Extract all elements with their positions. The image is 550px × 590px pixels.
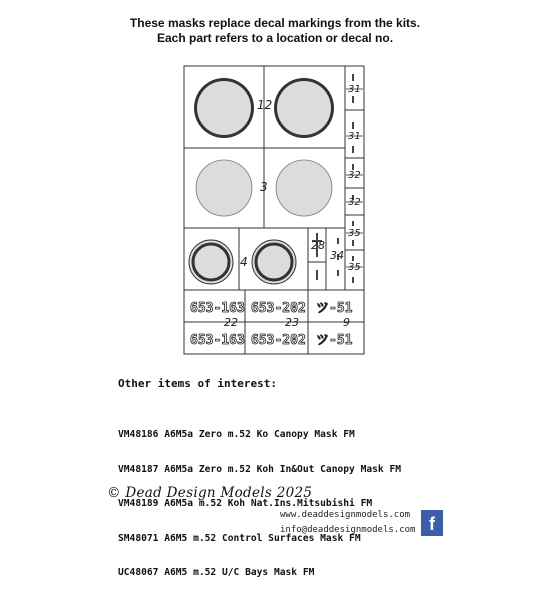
list-item: UC48067 A6M5 m.52 U/C Bays Mask FM xyxy=(118,567,315,578)
bar-mask xyxy=(337,238,339,244)
tail-code-mask: ツ-51 xyxy=(316,333,353,348)
bar-mask xyxy=(352,74,354,81)
other-items-title: Other items of interest: xyxy=(118,377,277,390)
tail-code-mask: ツ-51 xyxy=(316,301,353,316)
header-line-1: These masks replace decal markings from the kits. xyxy=(129,16,421,30)
website-link[interactable]: www.deaddesignmodels.com xyxy=(280,510,411,520)
bar-mask xyxy=(316,270,318,280)
part-label-3: 3 xyxy=(260,180,268,194)
part-label-31: 31 xyxy=(348,84,361,95)
email-link[interactable]: info@deaddesignmodels.com xyxy=(280,525,416,535)
small-roundel-mask xyxy=(195,246,227,278)
roundel-mask xyxy=(277,81,331,135)
part-label-32: 32 xyxy=(348,197,361,208)
bar-mask xyxy=(352,277,354,283)
tail-code-mask: 653-163 xyxy=(190,301,245,316)
bar-mask xyxy=(352,256,354,261)
part-label-23: 23 xyxy=(285,316,299,329)
copyright-line: © Dead Design Models 2025 xyxy=(107,485,313,501)
list-item: VM48189 A6M5a m.52 Koh Nat.Ins.Mitsubishi FM xyxy=(118,498,373,509)
part-label-31: 31 xyxy=(348,131,361,142)
roundel-mask xyxy=(276,160,332,216)
facebook-icon[interactable]: f xyxy=(421,510,443,536)
roundel-mask xyxy=(196,160,252,216)
part-label-22: 22 xyxy=(224,316,238,329)
list-item: SM48071 A6M5 m.52 Control Surfaces Mask FM xyxy=(118,532,361,544)
bar-mask xyxy=(352,122,354,129)
list-item: VM48186 A6M5a Zero m.52 Ko Canopy Mask FM xyxy=(118,429,355,440)
tail-code-mask: 653-163 xyxy=(190,333,245,348)
tail-code-mask: 653-202 xyxy=(251,333,306,348)
roundel-mask xyxy=(197,81,251,135)
part-label-32: 32 xyxy=(348,170,361,181)
bar-mask xyxy=(352,146,354,153)
part-label-28: 28 xyxy=(311,239,325,252)
bar-mask xyxy=(337,270,339,276)
part-label-35: 35 xyxy=(348,228,361,239)
tail-code-mask: 653-202 xyxy=(251,301,306,316)
part-label-12: 12 xyxy=(257,98,273,112)
part-label-35: 35 xyxy=(348,262,361,273)
list-item: VM48187 A6M5a Zero m.52 Koh In&Out Canopy Mask FM xyxy=(118,463,402,475)
bar-mask xyxy=(352,96,354,103)
contact-block xyxy=(280,508,415,538)
bar-mask xyxy=(352,221,354,226)
bar-mask xyxy=(352,240,354,246)
part-label-9: 9 xyxy=(343,316,350,329)
part-label-4: 4 xyxy=(240,255,248,269)
small-roundel-mask xyxy=(258,246,290,278)
header-line-2: Each part refers to a location or decal no. xyxy=(156,31,394,45)
part-label-34: 34 xyxy=(330,249,344,262)
